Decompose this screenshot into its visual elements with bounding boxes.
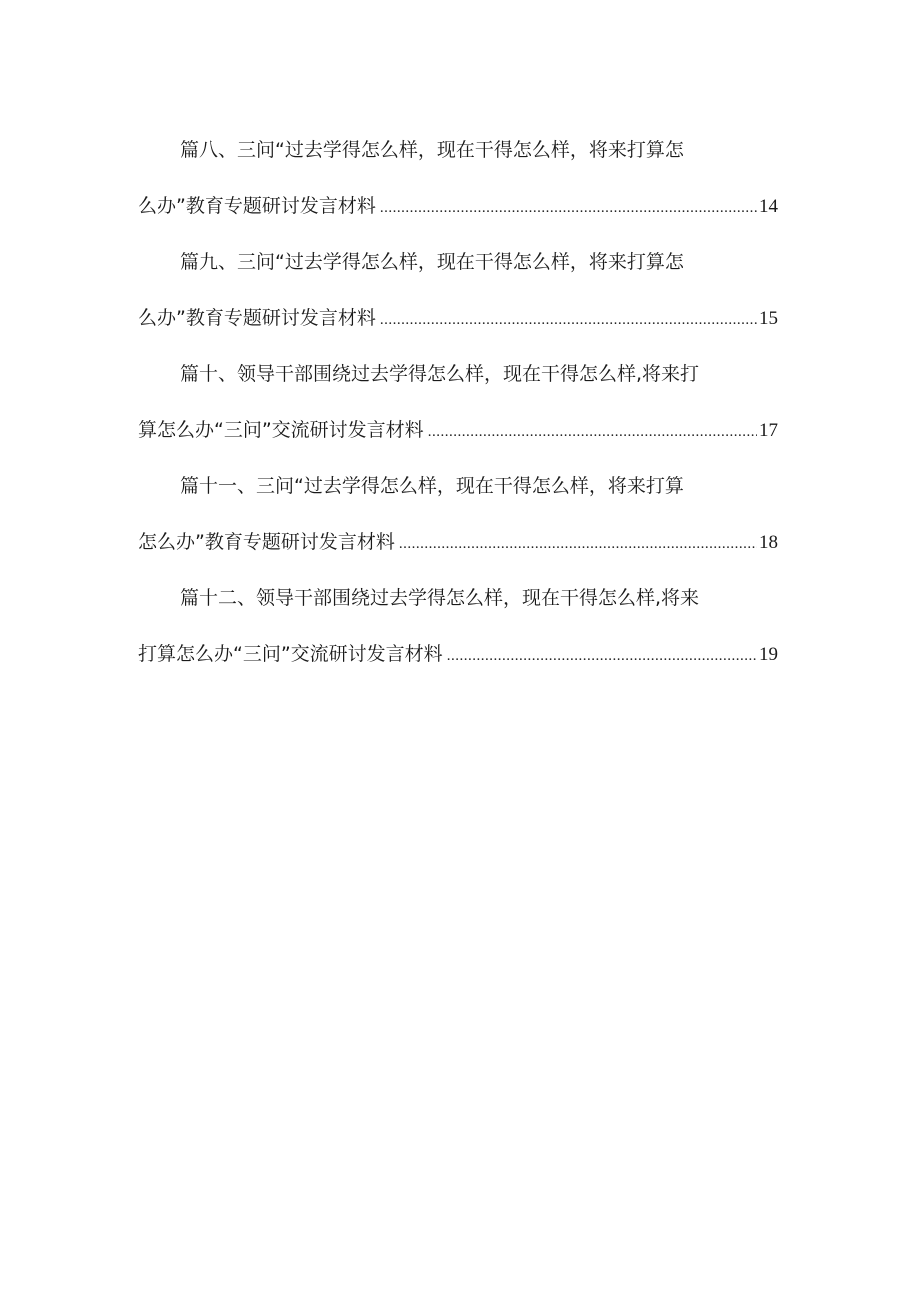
toc-entry-title: 篇十一、三问“过去学得怎么样，现在干得怎么样，将来打算 (180, 475, 684, 497)
toc-entry-continuation (138, 178, 778, 234)
toc-entry-8[interactable] (138, 122, 778, 234)
page-number: 19 (759, 644, 778, 665)
dot-leader (399, 516, 757, 572)
toc-entry-12[interactable] (138, 570, 778, 682)
toc-entry-title-continued: 算怎么办“三问”交流研讨发言材料 (138, 419, 424, 441)
toc-entry-title: 篇九、三问“过去学得怎么样，现在干得怎么样，将来打算怎 (180, 251, 684, 273)
toc-entry-continuation (138, 290, 778, 346)
table-of-contents (138, 122, 778, 682)
toc-entry-title: 篇十二、领导干部围绕过去学得怎么样，现在干得怎么样,将来 (180, 587, 700, 609)
toc-entry-title-continued: 么办”教育专题研讨发言材料 (138, 307, 376, 329)
dot-leader (380, 180, 757, 236)
toc-entry-11[interactable] (138, 458, 778, 570)
toc-entry-10[interactable] (138, 346, 778, 458)
toc-entry-continuation (138, 626, 778, 682)
toc-entry-title-continued: 打算怎么办“三问”交流研讨发言材料 (138, 643, 443, 665)
page-number: 18 (759, 532, 778, 553)
page-number: 14 (759, 196, 778, 217)
toc-entry-title-continued: 么办”教育专题研讨发言材料 (138, 195, 376, 217)
toc-entry-continuation (138, 402, 778, 458)
dot-leader (428, 404, 757, 460)
toc-entry-title: 篇八、三问“过去学得怎么样，现在干得怎么样，将来打算怎 (180, 139, 684, 161)
dot-leader (447, 628, 757, 684)
toc-entry-9[interactable] (138, 234, 778, 346)
page-number: 17 (759, 420, 778, 441)
toc-entry-title-continued: 怎么办”教育专题研讨发言材料 (138, 531, 395, 553)
page-number: 15 (759, 308, 778, 329)
toc-entry-title: 篇十、领导干部围绕过去学得怎么样，现在干得怎么样,将来打 (180, 363, 700, 385)
toc-entry-continuation (138, 514, 778, 570)
dot-leader (380, 292, 757, 348)
